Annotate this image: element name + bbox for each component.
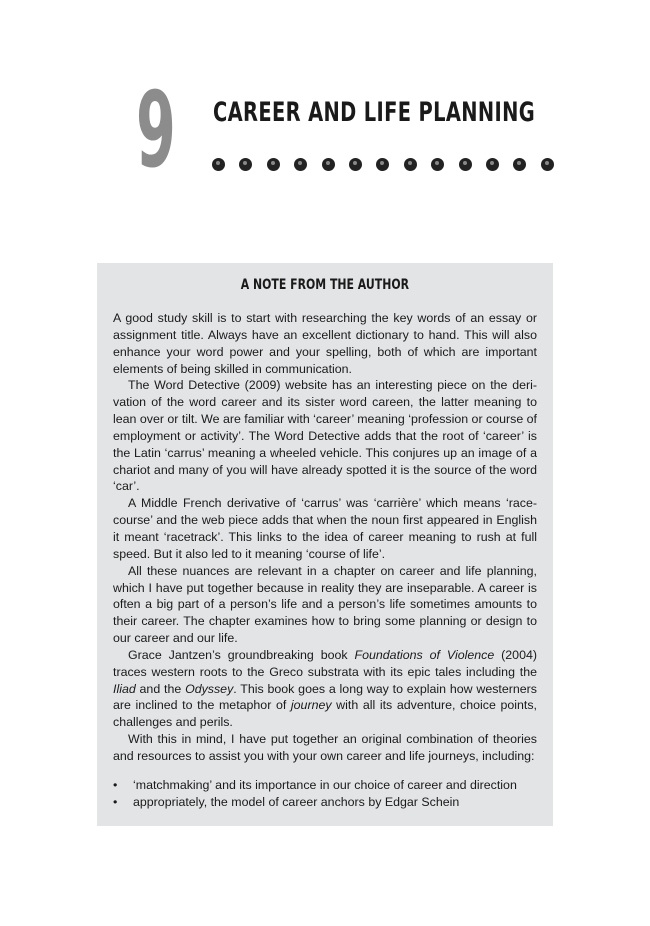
note-text: with all its adventure, choice points, challenges and perils. (113, 698, 537, 730)
dot-ornament (431, 158, 444, 171)
note-text: and the (135, 681, 186, 696)
note-text: Grace Jantzen’s groundbreaking book (128, 647, 355, 662)
dot-ornament (322, 158, 335, 171)
list-item: • ‘matchmaking’ and its importance in our choice of career and direction (113, 777, 537, 794)
dot-ornament (541, 158, 554, 171)
note-paragraph: A good study skill is to start with researching the key words of an essay or assignment title. Always have an excellent dictionary to hand. This will also enhance your word power and your spelling, both of which are important elements of being skilled in communication. (113, 311, 537, 376)
note-paragraph: A Middle French derivative of ‘carrus’ was ‘carrière’ which means ‘racecourse’ and the web piece adds that when the noun first appeared in English it meant ‘racetrack’. This links to the idea of career meaning to rush at full speed. But it also led to it meaning ‘course of life’. (113, 496, 537, 561)
dot-ornament (486, 158, 499, 171)
author-note-heading-text: A NOTE FROM THE AUTHOR (240, 277, 410, 293)
author-note-heading (0, 276, 650, 294)
author-note-body (113, 310, 537, 810)
note-text: . This book goes a long way to explain how westerners are inclined to the metaphor of (113, 681, 537, 713)
dot-ornament (212, 158, 225, 171)
dot-ornament (376, 158, 389, 171)
epic-title: Odyssey (185, 681, 234, 696)
note-paragraph: All these nuances are relevant in a chapter on career and life planning, which I have put together because in reality they are inseparable. A career is often a big part of a person’s life and a person’s life sometimes amounts to their career. The chapter examines how to bring some planning or design to our career and our life. (113, 563, 537, 646)
note-paragraph (113, 647, 537, 731)
epic-title: Iliad (113, 681, 136, 696)
chapter-number: 9 (136, 69, 176, 191)
list-item: • appropriately, the model of career anchors by Edgar Schein (113, 794, 537, 811)
book-title: Foundations of Violence (354, 647, 495, 662)
decorative-dot-row (212, 156, 554, 172)
dot-ornament (267, 158, 280, 171)
dot-ornament (404, 158, 417, 171)
note-text: (2004) traces western roots to the Greco substrata with its epic tales including the (113, 647, 537, 679)
emphasis-word: journey (290, 698, 332, 713)
dot-ornament (459, 158, 472, 171)
dot-ornament (239, 158, 252, 171)
note-paragraph: With this in mind, I have put together an original combination of theories and resources to assist you with your own career and life journeys, including: (113, 732, 537, 763)
chapter-title: CAREER AND LIFE PLANNING (213, 97, 536, 128)
note-bullet-list (113, 777, 537, 811)
dot-ornament (294, 158, 307, 171)
note-paragraph: The Word Detective (2009) website has an interesting piece on the derivation of the word career and its sister word careen, the latter meaning to lean over or tilt. We are familiar with ‘career’ meaning ‘profession or course of employment or activity’. The Word Detective adds that the root of ‘career’ is the Latin ‘carrus’ meaning a wheeled vehicle. This conjures up an image of a chariot and many of you will have already spotted it is the source of the word ‘car’. (113, 378, 537, 494)
dot-ornament (349, 158, 362, 171)
dot-ornament (513, 158, 526, 171)
